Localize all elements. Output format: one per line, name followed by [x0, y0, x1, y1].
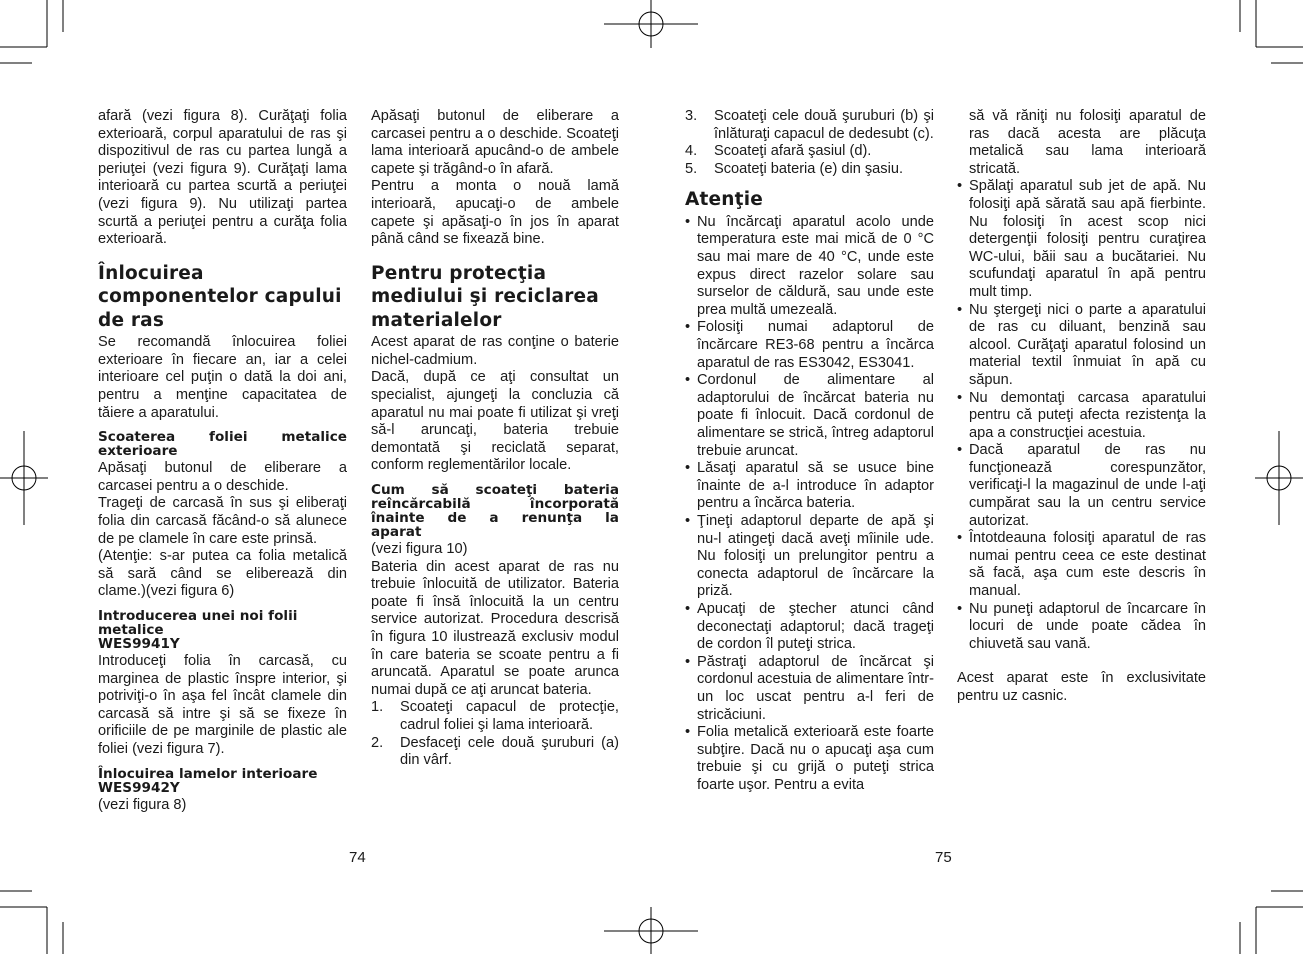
subheading-insert-foil-text: Introducerea unei noi folii metalice	[98, 607, 298, 638]
heading-warning: Atenţie	[685, 189, 764, 211]
replacement-paragraph: Se recomandă înlocuirea foliei exterioare în fiecare an, iar a celei interioare cel puţin o dată la doi ani, pentru a menţine capacitatea de tăiere a aparatului.	[98, 334, 347, 421]
spacer	[957, 653, 1206, 670]
subheading-remove-battery-text: Cum să scoateţi bateria reîncărcabilă încorporată înainte de a renunţa la	[371, 482, 619, 526]
list-item: • Nu demontaţi carcasa aparatului pentru că puteţi afecta rezistenţa la apa a construcţiei acestuia.	[957, 390, 1206, 443]
column-3	[685, 108, 934, 794]
battery-procedure-paragraph: Bateria din acest aparat de ras nu trebuie înlocuită de utilizator. Bateria poate fi însă înlocuită la un centru service autorizat. Procedura descrisă în figura 10 ilustrează exclusiv modul în care bateria se scoate pentru a fi aruncată. Aparatul se poate arunca numai după ce aţi aruncat bateria.	[371, 558, 619, 698]
continued-bullet-text: să vă răniţi nu folosiţi aparatul de ras dacă acesta are plăcuţa metalică sau lama interioară stricată.	[969, 108, 1206, 177]
column-1	[98, 108, 347, 814]
subheading-insert-foil	[98, 609, 347, 651]
list-item: • Nu încărcaţi aparatul acolo unde temperatura este mai mică de 0 °C sau mai mare de 40 °C, unde este expus direct razelor solare sau surselor de căldură, sau unde este prea multă umezeală.	[685, 214, 934, 320]
remove-blade-paragraph: Apăsaţi butonul de eliberare a carcasei pentru a o deschide. Scoateţi lama interioară apucând-o de ambele capete şi trăgând-o în afară.	[371, 108, 619, 177]
page-number-left: 74	[349, 849, 366, 866]
warning-list-1	[685, 214, 934, 795]
list-item: 4. Scoateţi afară şasiul (d).	[685, 143, 872, 160]
column-2	[371, 108, 619, 770]
figure-reference: (vezi figura 10)	[371, 541, 468, 557]
mount-blade-paragraph: Pentru a monta o nouă lamă interioară, apucaţi-o de ambele capete şi apăsaţi-o în jos în aparat până când se fixează bine.	[371, 178, 619, 248]
list-item: • Lăsaţi aparatul să se usuce bine înainte de a-l introduce în adaptor pentru a încărca bateria.	[685, 460, 934, 513]
insert-foil-paragraph: Introduceţi folia în carcasă, cu marginea de plastic înspre interior, şi potriviţi-o în aşa fel încât clamele din carcasă să intre şi să se fixeze în orificiile de pe marginile de plastic ale foliei (vezi figura 7).	[98, 652, 347, 757]
steps-list-1	[371, 699, 619, 769]
heading-environment: Pentru protecţia mediului şi reciclarea materialelor	[371, 262, 599, 331]
list-item: • Spălaţi aparatul sub jet de apă. Nu folosiţi apă sărată sau apă fierbinte. Nu folosiţi în acest scop nici detergenţii folosiţi pentru curaţirea WC-ului, băii sau a bucătariei. Nu scufundaţi aparatul în apă pentru mult timp.	[957, 178, 1206, 301]
steps-list-2	[685, 108, 934, 178]
heading-replacement: Înlocuirea componentelor capului de ras	[98, 262, 342, 331]
list-item: • Ţineţi adaptorul departe de apă şi nu-l atingeţi dacă aveţi mîinile ude. Nu folosiţi un prelungitor pentru a conecta adaptorul de încărcare la priză.	[685, 513, 934, 601]
warning-list-2	[957, 178, 1206, 653]
column-4	[957, 108, 1206, 706]
list-item: • Dacă aparatul de ras nu funcţionează corespunzător, verificaţi-l la magazinul de unde l-aţi cumpărat sau la un centru service autorizat.	[957, 442, 1206, 530]
list-item: • Păstraţi adaptorul de încărcat şi cordonul acestuia de alimentare într-un loc uscat pentru a-l feri de stricăciuni.	[685, 654, 934, 724]
intro-paragraph: afară (vezi figura 8). Curăţaţi folia exterioară, corpul aparatului de ras şi dispozitivul de ras cu partea lungă a periuţei (vezi figura 9). Curăţaţi lama interioară cu partea scurtă a periuţei (vezi figura 9). Nu utilizaţi partea scurtă a periuţei pentru a curăţa folia exterioară.	[98, 108, 347, 248]
list-item: • Cordonul de alimentare al adaptorului de încărcat bateria nu poate fi înlocuit. Dacă cordonul de alimentare se strică, întreg adaptorul trebuie aruncat.	[685, 372, 934, 460]
list-item: • Nu ştergeţi nici o parte a aparatului de ras cu diluant, benzină sau alcool. Curăţaţi aparatul folosind un material textil înmuiat în apă cu săpun.	[957, 302, 1206, 390]
list-item: 1. Scoateţi capacul de protecţie, cadrul foliei şi lama interioară.	[371, 699, 619, 733]
subheading-insert-foil-code: WES9941Y	[98, 635, 180, 652]
list-item: 2. Desfaceţi cele două şuruburi (a) din vârf.	[371, 734, 619, 769]
remove-foil-paragraph-2: Trageţi de carcasă în sus şi eliberaţi folia din carcasă făcând-o să alunece de pe clamele în care este prinsă.	[98, 495, 347, 547]
list-item: • Folosiţi numai adaptorul de încărcare RE3-68 pentru a încărca aparatul de ras ES3042, ES3041.	[685, 319, 934, 372]
list-item: • Folia metalică exterioară este foarte subţire. Dacă nu o apucaţi aşa cum trebuie şi cu grijă o puteţi strica foarte uşor. Pentru a evita	[685, 724, 934, 794]
subheading-inner-blades-text: Înlocuirea lamelor interioare	[98, 765, 318, 782]
list-item: • Apucaţi de ştecher atunci când deconectaţi adaptorul; dacă trageţi de cordon îl puteţi strica.	[685, 601, 934, 654]
list-item: • Întotdeauna folosiţi aparatul de ras numai pentru ceea ce este destinat să facă, aşa cum este descris în manual.	[957, 530, 1206, 600]
disposal-paragraph: Dacă, după ce aţi consultat un specialist, ajungeţi la concluzia că aparatul nu mai poate fi utilizat şi vreţi să-l aruncaţi, bateria trebuie demontată şi reciclată separat, conform reglementărilor locale.	[371, 369, 619, 474]
subheading-remove-battery	[371, 483, 619, 539]
subheading-inner-blades	[98, 767, 347, 795]
list-item: 5. Scoateţi bateria (e) din şasiu.	[685, 160, 904, 177]
page-number-right: 75	[935, 849, 952, 866]
inner-blades-paragraph: (vezi figura 8)	[98, 796, 187, 813]
subheading-remove-battery-end: aparat	[371, 524, 422, 540]
battery-paragraph: Acest aparat de ras conţine o baterie nichel-cadmium.	[371, 334, 619, 368]
remove-foil-paragraph-3: (Atenţie: s-ar putea ca folia metalică să sară când se eliberează din clame.)(vezi figura 6)	[98, 548, 347, 600]
closing-paragraph: Acest aparat este în exclusivitate pentru uz casnic.	[957, 670, 1206, 704]
subheading-remove-foil: Scoaterea foliei metalice exterioare	[98, 429, 347, 460]
list-item: • Nu puneţi adaptorul de încarcare în locuri de unde poate cădea în chiuvetă sau vană.	[957, 601, 1206, 654]
subheading-inner-blades-code: WES9942Y	[98, 779, 180, 796]
list-item: 3. Scoateţi cele două şuruburi (b) şi înlăturaţi capacul de dedesubt (c).	[685, 108, 934, 142]
remove-foil-paragraph-1: Apăsaţi butonul de eliberare a carcasei pentru a o deschide.	[98, 460, 347, 494]
